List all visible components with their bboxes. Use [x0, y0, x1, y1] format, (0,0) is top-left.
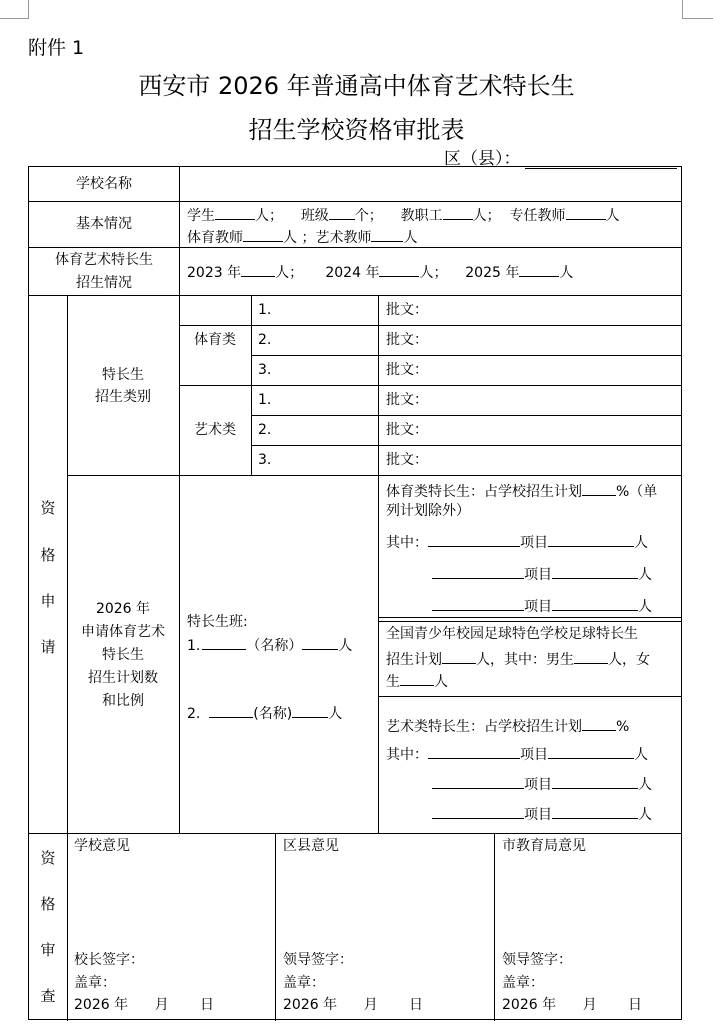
rule — [251, 295, 252, 475]
arts-item-2[interactable]: 2. — [258, 422, 272, 438]
class2-count-blank[interactable] — [292, 702, 328, 718]
sports-item-count-blank[interactable] — [548, 531, 634, 547]
class1-blank[interactable] — [202, 634, 246, 650]
rule — [251, 355, 681, 356]
history-label-line1: 体育艺术特长生 — [55, 252, 153, 268]
plan-label-line5: 和比例 — [102, 693, 144, 709]
sports-item-3[interactable]: 3. — [258, 362, 272, 378]
approval-table — [28, 166, 682, 1020]
arts-plan-item-3: 项目 人 — [432, 803, 652, 825]
sports-pct-blank[interactable] — [582, 480, 616, 496]
rule — [251, 415, 681, 416]
sports-plan-item-3: 项目 人 — [432, 595, 652, 617]
arts-category-label: 艺术类 — [194, 422, 236, 438]
document-title-line1: 西安市 2026 年普通高中体育艺术特长生 — [138, 72, 575, 100]
arts-item-count-blank[interactable] — [548, 743, 634, 759]
rule — [251, 445, 681, 446]
special-class-row2: 2. (名称) 人 — [187, 702, 342, 724]
sports-plan-line1: 体育类特长生：占学校招生计划 %（单 — [386, 480, 657, 502]
sports-item-count-blank[interactable] — [552, 595, 638, 611]
history-label-line2: 招生情况 — [76, 275, 132, 291]
rule — [179, 325, 681, 326]
football-girls-blank[interactable] — [400, 670, 434, 686]
basic-info-label: 基本情况 — [76, 216, 132, 232]
plan-label-line2: 申请体育艺术 — [81, 624, 165, 640]
sports-plan-line2: 列计划除外） — [386, 503, 470, 519]
pe-teacher-blank[interactable] — [243, 226, 283, 242]
y2025-blank[interactable] — [519, 261, 559, 277]
approval-field[interactable]: 批文： — [386, 422, 428, 438]
sports-item-name-blank[interactable] — [432, 563, 524, 579]
special-class-title: 特长生班: — [187, 614, 248, 630]
specialist-blank[interactable] — [566, 204, 606, 220]
review-side-label-2: 格 — [40, 895, 56, 913]
staff-blank[interactable] — [443, 204, 473, 220]
page-corner-mark-left — [0, 0, 29, 19]
apply-side-label-3: 申 — [40, 592, 56, 610]
y2023-blank[interactable] — [241, 261, 275, 277]
rule — [378, 621, 681, 622]
county-seal[interactable]: 盖章： — [283, 975, 325, 991]
approval-field[interactable]: 批文： — [386, 332, 428, 348]
category-label-line1: 特长生 — [102, 367, 144, 383]
page-corner-mark-right — [682, 0, 713, 19]
arts-pct-blank[interactable] — [582, 715, 616, 731]
football-line2: 招生计划 人，其中：男生 人，女 — [386, 648, 650, 670]
sports-category-label: 体育类 — [194, 332, 236, 348]
school-date[interactable]: 2026 年 月 日 — [74, 997, 214, 1013]
school-opinion-title: 学校意见 — [74, 838, 130, 854]
football-line3: 生 人 — [386, 670, 448, 692]
students-blank[interactable] — [215, 204, 255, 220]
football-line1: 全国青少年校园足球特色学校足球特长生 — [386, 626, 638, 642]
bureau-date[interactable]: 2026 年 月 日 — [502, 997, 642, 1013]
plan-label-line4: 招生计划数 — [88, 670, 158, 686]
attachment-label: 附件 1 — [28, 37, 85, 59]
sports-item-2[interactable]: 2. — [258, 332, 272, 348]
arts-item-name-blank[interactable] — [428, 743, 520, 759]
rule — [275, 833, 276, 1021]
review-side-label-4: 查 — [40, 987, 56, 1005]
approval-field[interactable]: 批文： — [386, 392, 428, 408]
y2024-blank[interactable] — [379, 261, 419, 277]
arts-item-3[interactable]: 3. — [258, 452, 272, 468]
history-values: 2023 年 人； 2024 年 人； 2025 年 人 — [187, 261, 573, 283]
football-boys-blank[interactable] — [574, 648, 608, 664]
arts-item-count-blank[interactable] — [552, 773, 638, 789]
arts-item-1[interactable]: 1. — [258, 392, 272, 408]
county-date[interactable]: 2026 年 月 日 — [283, 997, 423, 1013]
school-name-input[interactable] — [180, 167, 680, 201]
school-seal[interactable]: 盖章： — [74, 975, 116, 991]
arts-item-name-blank[interactable] — [432, 773, 524, 789]
document-title-line2: 招生学校资格审批表 — [248, 116, 465, 144]
rule — [29, 201, 681, 202]
rule — [378, 696, 681, 697]
bureau-seal[interactable]: 盖章： — [502, 975, 544, 991]
rule — [179, 295, 180, 833]
plan-label-line3: 特长生 — [102, 647, 144, 663]
district-label: 区（县）： — [444, 149, 521, 169]
rule — [29, 295, 681, 296]
county-opinion-title: 区县意见 — [283, 838, 339, 854]
category-label-line2: 招生类别 — [95, 389, 151, 405]
classes-blank[interactable] — [329, 204, 355, 220]
review-side-label-3: 审 — [40, 941, 56, 959]
rule — [378, 295, 379, 833]
basic-info-line1: 学生 人； 班级 个； 教职工 人； 专任教师 人 — [187, 204, 620, 226]
county-leader-sign[interactable]: 领导签字： — [283, 952, 353, 968]
rule — [67, 475, 681, 476]
sports-plan-item-2: 项目 人 — [432, 563, 652, 585]
arts-plan-item-2: 项目 人 — [432, 773, 652, 795]
sports-item-1[interactable]: 1. — [258, 302, 272, 318]
apply-side-label-1: 资 — [40, 499, 56, 517]
rule — [179, 385, 681, 386]
approval-field[interactable]: 批文： — [386, 452, 428, 468]
approval-field[interactable]: 批文： — [386, 362, 428, 378]
sports-plan-item-1: 其中： 项目 人 — [386, 531, 648, 553]
arts-plan-line1: 艺术类特长生：占学校招生计划 % — [386, 715, 629, 737]
rule — [29, 833, 681, 834]
rule — [494, 833, 495, 1021]
apply-side-label-2: 格 — [40, 546, 56, 564]
review-side-label-1: 资 — [40, 849, 56, 867]
sports-item-name-blank[interactable] — [432, 595, 524, 611]
arts-item-name-blank[interactable] — [432, 803, 524, 819]
arts-plan-item-1: 其中： 项目 人 — [386, 743, 648, 765]
class1-count-blank[interactable] — [302, 634, 338, 650]
approval-field[interactable]: 批文： — [386, 302, 428, 318]
basic-info-line2: 体育教师 人 ；艺术教师 人 — [187, 226, 417, 248]
principal-sign[interactable]: 校长签字： — [74, 952, 144, 968]
art-teacher-blank[interactable] — [371, 226, 403, 242]
special-class-row1: 1. （名称） 人 — [187, 634, 352, 656]
apply-side-label-4: 请 — [40, 638, 56, 656]
sports-item-name-blank[interactable] — [428, 531, 520, 547]
sports-item-count-blank[interactable] — [552, 563, 638, 579]
plan-label-line1: 2026 年 — [95, 601, 151, 617]
rule — [378, 617, 681, 618]
football-plan-blank[interactable] — [442, 648, 476, 664]
school-name-label: 学校名称 — [76, 176, 132, 192]
class2-blank[interactable] — [209, 702, 253, 718]
bureau-opinion-title: 市教育局意见 — [502, 838, 586, 854]
bureau-leader-sign[interactable]: 领导签字： — [502, 952, 572, 968]
arts-item-count-blank[interactable] — [552, 803, 638, 819]
